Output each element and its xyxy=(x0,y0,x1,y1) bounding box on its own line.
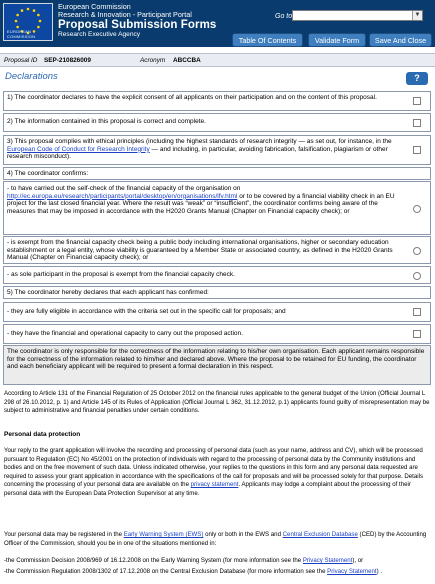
responsibility-note xyxy=(3,345,431,385)
declaration-row-5b xyxy=(3,324,431,344)
declaration-4b-radio[interactable] xyxy=(413,247,421,255)
ews-paragraph xyxy=(4,531,430,548)
declaration-4c-radio[interactable] xyxy=(413,272,421,280)
declaration-header: 4) The coordinator confirms: xyxy=(7,170,89,177)
section-title: Declarations xyxy=(5,71,58,82)
personal-data-text: Your reply to the grant application will involve the recording and processing of personal data (such as your name, address and CV), which will be processed pursuant to Regulation (EC) No 45/2001 on the protection of individuals with regard to the processing of personal data by the Community institutions and bodies and on the free movement of such data. Unless indicated otherwise, your replies to the questions in this form and any personal data requested are required to assess your grant application in accordance with the specifications of the call for proposals and will be processed solely for that purpose. Details concerning the processing of your personal data are available on the xyxy=(4,447,424,488)
agency-name: Research Executive Agency xyxy=(58,31,141,38)
bullet-1-text-end: ), or xyxy=(352,557,364,564)
ews-privacy-statement-link[interactable]: Privacy Statement xyxy=(302,557,353,564)
help-button[interactable]: ? xyxy=(406,72,428,85)
bullet-2-text: -the Commission Regulation 2008/1302 of 17.12.2008 on the Central Exclusion Database (for more information see the xyxy=(4,568,328,575)
bullet-2-text-end: ) . xyxy=(376,568,383,575)
declaration-row-2 xyxy=(3,113,431,132)
declaration-row-3 xyxy=(3,135,431,165)
declaration-row-4c xyxy=(3,266,431,284)
declaration-text xyxy=(7,138,402,161)
personal-data-paragraph xyxy=(4,447,430,498)
declaration-row-5-header xyxy=(3,286,431,299)
declaration-text: - they are fully eligible in accordance with the criteria set out in the specific call for proposals; and xyxy=(7,308,286,315)
declaration-row-4a xyxy=(3,181,431,235)
page-title: Proposal Submission Forms xyxy=(58,19,217,31)
personal-data-text-end: . Applicants may lodge a complaint about the processing of their personal data with the European Data Protection Supervisor at any time. xyxy=(4,481,411,497)
personal-data-heading: Personal data protection xyxy=(4,431,81,438)
declaration-3-checkbox[interactable] xyxy=(413,146,421,154)
portal-name: Research & Innovation - Participant Portal xyxy=(58,10,192,19)
org-name: European Commission xyxy=(58,2,131,11)
article-131-paragraph: According to Article 131 of the Financial Regulation of 25 October 2012 on the financial rules applicable to the general budget of the Union (Official Journal L 298 of 26.10.2012, p. 1) and Article 145 of its Rules of Application (Official Journal L 362, 31.12.2012, p.1) applicants found guilty of misrepresentation may be subject to administrative and financial penalties under certain conditions. xyxy=(4,390,430,414)
portal-header xyxy=(0,0,435,47)
declaration-row-5a xyxy=(3,302,431,322)
ews-bullet-2 xyxy=(4,568,430,577)
declaration-1-checkbox[interactable] xyxy=(413,97,421,105)
logo-caption: EUROPEAN COMMISSION xyxy=(7,29,36,39)
declaration-text: - they have the financial and operational capacity to carry out the proposed action. xyxy=(7,330,243,337)
declaration-3-text-end: — and including, in particular, avoiding fabrication, falsification, plagiarism or other research misconduct). xyxy=(7,145,388,161)
declaration-4a-text-end: or to be covered by a financial viability check in an EU project for the last closed financial year. Where the result was “weak” or “insufficient”, the coordinator confirms being aware of the measures that may be imposed in accordance with the H2020 Grants Manual (Chapter on Financial capacity check); or xyxy=(7,192,395,216)
financial-viability-link[interactable]: http://ec.europa.eu/research/participants/portal/desktop/en/organisations/lfv.html xyxy=(7,192,238,200)
ews-text-end: (CED) by the Accounting Officer of the Commission, should you be in one of the situations mentioned in: xyxy=(4,531,427,547)
declaration-header: 5) The coordinator hereby declares that each applicant has confirmed: xyxy=(7,289,209,296)
validate-form-button[interactable]: Validate Form xyxy=(308,33,366,47)
declaration-3-text: 3) This proposal complies with ethical principles (including the highest standards of research integrity — as set out, for instance, in the xyxy=(7,138,392,145)
declaration-5a-checkbox[interactable] xyxy=(413,308,421,316)
declaration-4a-text: - to have carried out the self-check of the financial capacity of the organisation on xyxy=(7,185,241,192)
declaration-text xyxy=(7,185,402,216)
ews-text-mid: only or both in the EWS and xyxy=(203,531,283,538)
acronym-value: ABCCBA xyxy=(173,57,201,64)
proposal-id-bar xyxy=(0,53,435,67)
central-exclusion-database-link[interactable]: Central Exclusion Database xyxy=(282,531,358,538)
table-of-contents-button[interactable]: Table Of Contents xyxy=(232,33,303,47)
declaration-text: - as sole participant in the proposal is exempt from the financial capacity check. xyxy=(7,271,235,278)
goto-label: Go to xyxy=(275,13,293,20)
responsibility-text: The coordinator is only responsible for the correctness of the information relating to his/her own organisation. Each applicant remains responsible for the correctness of the information related to him/her and declared above. Where the proposal to be retained for EU funding, the coordinator and each beneficiary applicant will be required to present a formal declaration in this respect. xyxy=(7,348,425,371)
acronym-label: Acronym xyxy=(140,57,166,64)
declaration-text: 1) The coordinator declares to have the explicit consent of all applicants on their participation and on the content of this proposal. xyxy=(7,94,377,101)
research-integrity-link[interactable]: European Code of Conduct for Research Integrity xyxy=(7,145,150,153)
declaration-text: 2) The information contained in this proposal is correct and complete. xyxy=(7,118,206,125)
ews-bullet-1 xyxy=(4,557,430,566)
privacy-statement-link[interactable]: privacy statement xyxy=(190,481,239,488)
save-and-close-button[interactable]: Save And Close xyxy=(369,33,432,47)
declaration-text: - is exempt from the financial capacity check being a public body including international organisations, higher or secondary education establishment or a legal entity, whose viability is guaranteed by a Member State or associated country, as defined in the H2020 Grants Manual (Chapter on Financial capacity check); or xyxy=(7,239,393,262)
goto-select[interactable] xyxy=(292,10,423,21)
declaration-row-1 xyxy=(3,91,431,111)
early-warning-system-link[interactable]: Early Warning System (EWS) xyxy=(123,531,204,538)
bullet-1-text: -the Commission Decision 2008/969 of 16.12.2008 on the Early Warning System (for more information see the xyxy=(4,557,303,564)
declaration-row-4b xyxy=(3,236,431,264)
ews-text: Your personal data may be registered in the xyxy=(4,531,124,538)
header-text-block xyxy=(58,3,216,39)
declaration-4a-radio[interactable] xyxy=(413,205,421,213)
european-commission-logo xyxy=(3,3,53,41)
declaration-5b-checkbox[interactable] xyxy=(413,330,421,338)
ced-privacy-statement-link[interactable]: Privacy Statement xyxy=(327,568,377,575)
proposal-id-label: Proposal ID xyxy=(4,57,38,64)
declaration-2-checkbox[interactable] xyxy=(413,119,421,127)
proposal-id-value: SEP-210826009 xyxy=(44,57,91,64)
chevron-down-icon[interactable]: ▼ xyxy=(412,11,422,20)
declaration-row-4-header xyxy=(3,167,431,180)
